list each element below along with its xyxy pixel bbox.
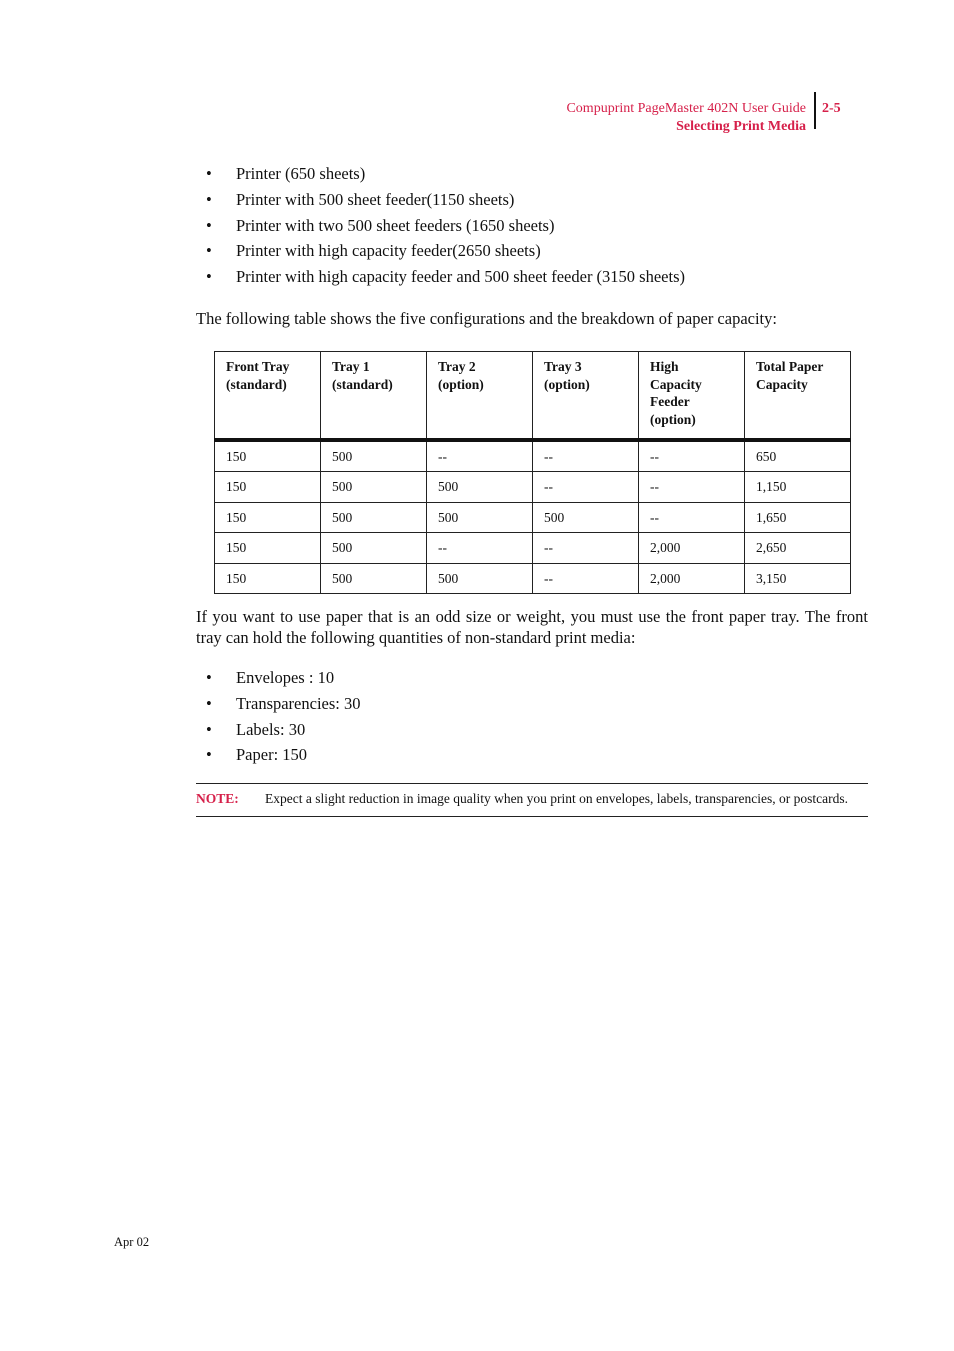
header-line: High: [650, 359, 679, 374]
header-line: Total Paper: [756, 359, 824, 374]
list-item: [206, 745, 361, 771]
bullet-icon: •: [206, 241, 212, 261]
table-cell: 2,650: [745, 533, 851, 563]
header-line: (option): [438, 376, 484, 392]
note-label: NOTE:: [196, 791, 239, 806]
bullet-icon: •: [206, 745, 212, 765]
header-line: Capacity: [756, 376, 808, 392]
header-line: (standard): [226, 376, 287, 392]
list-item-text: Printer with high capacity feeder(2650 sheets): [236, 241, 541, 261]
list-item: [206, 694, 361, 720]
column-header-tray-3: [533, 352, 639, 441]
table-cell: 500: [427, 472, 533, 502]
header-line: Capacity: [650, 376, 702, 392]
table-cell: 500: [321, 563, 427, 593]
guide-title: Compuprint PageMaster 402N User Guide: [566, 101, 806, 116]
table-row: [215, 440, 851, 472]
front-tray-paragraph: If you want to use paper that is an odd size or weight, you must use the front paper tray. The front tray can hold the following quantities of non-standard print media:: [196, 607, 868, 647]
header-line: Feeder: [650, 394, 690, 409]
running-header: [566, 100, 806, 136]
list-item-text: Transparencies: 30: [236, 693, 361, 713]
list-item: [206, 241, 685, 267]
media-list: [206, 668, 361, 771]
bullet-icon: •: [206, 215, 212, 235]
list-item: [206, 190, 685, 216]
table-cell: --: [639, 472, 745, 502]
list-item-text: Printer with 500 sheet feeder(1150 sheets): [236, 189, 515, 209]
note-box: [196, 783, 868, 817]
table-cell: 150: [215, 472, 321, 502]
section-title: Selecting Print Media: [676, 119, 806, 134]
list-item-text: Printer with two 500 sheet feeders (1650 sheets): [236, 215, 555, 235]
header-line: (standard): [332, 376, 393, 392]
table-cell: 1,650: [745, 502, 851, 532]
column-header-high-capacity-feeder: [639, 352, 745, 441]
table-cell: 500: [321, 472, 427, 502]
table-cell: --: [533, 533, 639, 563]
table-row: [215, 533, 851, 563]
note-text: Expect a slight reduction in image quality when you print on envelopes, labels, transparencies, or postcards.: [265, 791, 848, 806]
table-cell: 150: [215, 502, 321, 532]
list-item: [206, 668, 361, 694]
list-item-text: Labels: 30: [236, 719, 306, 739]
table-intro-paragraph: The following table shows the five configurations and the breakdown of paper capacity:: [196, 309, 777, 328]
table-header-row: [215, 352, 851, 441]
list-item-text: Paper: 150: [236, 745, 308, 765]
table-cell: 2,000: [639, 563, 745, 593]
column-header-total-capacity: [745, 352, 851, 441]
bullet-icon: •: [206, 189, 212, 209]
table-cell: 1,150: [745, 472, 851, 502]
table-cell: --: [427, 440, 533, 472]
header-line: Front Tray: [226, 359, 290, 374]
bullet-icon: •: [206, 164, 212, 183]
header-line: Tray 2: [438, 359, 476, 374]
header-line: Tray 3: [544, 359, 582, 374]
header-line: (option): [544, 376, 590, 392]
header-line: Tray 1: [332, 359, 370, 374]
bullet-icon: •: [206, 693, 212, 713]
table-cell: --: [533, 440, 639, 472]
column-header-tray-1: [321, 352, 427, 441]
column-header-tray-2: [427, 352, 533, 441]
list-item: [206, 267, 685, 293]
table-cell: 500: [321, 502, 427, 532]
table-cell: --: [533, 563, 639, 593]
table-cell: 500: [321, 533, 427, 563]
table-cell: 150: [215, 440, 321, 472]
table-cell: --: [533, 472, 639, 502]
table-row: [215, 472, 851, 502]
table-cell: 3,150: [745, 563, 851, 593]
list-item-text: Printer with high capacity feeder and 500 sheet feeder (3150 sheets): [236, 267, 685, 287]
table-row: [215, 502, 851, 532]
configurations-list: [206, 164, 685, 293]
table-cell: 2,000: [639, 533, 745, 563]
table-cell: --: [639, 440, 745, 472]
list-item: [206, 164, 685, 190]
table-cell: --: [639, 502, 745, 532]
header-line: (option): [650, 411, 696, 427]
column-header-front-tray: [215, 352, 321, 441]
table-cell: 500: [321, 440, 427, 472]
table-cell: 500: [533, 502, 639, 532]
list-item: [206, 216, 685, 242]
bullet-icon: •: [206, 267, 212, 287]
header-divider: [814, 92, 816, 129]
table-cell: 150: [215, 563, 321, 593]
table-cell: 500: [427, 502, 533, 532]
table-cell: 500: [427, 563, 533, 593]
table-row: [215, 563, 851, 593]
bullet-icon: •: [206, 719, 212, 739]
table-cell: 150: [215, 533, 321, 563]
page-number: 2-5: [822, 101, 841, 116]
bullet-icon: •: [206, 668, 212, 687]
list-item-text: Envelopes : 10: [236, 668, 335, 687]
footer-date: Apr 02: [114, 1235, 150, 1249]
list-item: [206, 720, 361, 746]
paper-capacity-table: [214, 351, 851, 594]
table-cell: 650: [745, 440, 851, 472]
table-cell: --: [427, 533, 533, 563]
list-item-text: Printer (650 sheets): [236, 164, 366, 183]
